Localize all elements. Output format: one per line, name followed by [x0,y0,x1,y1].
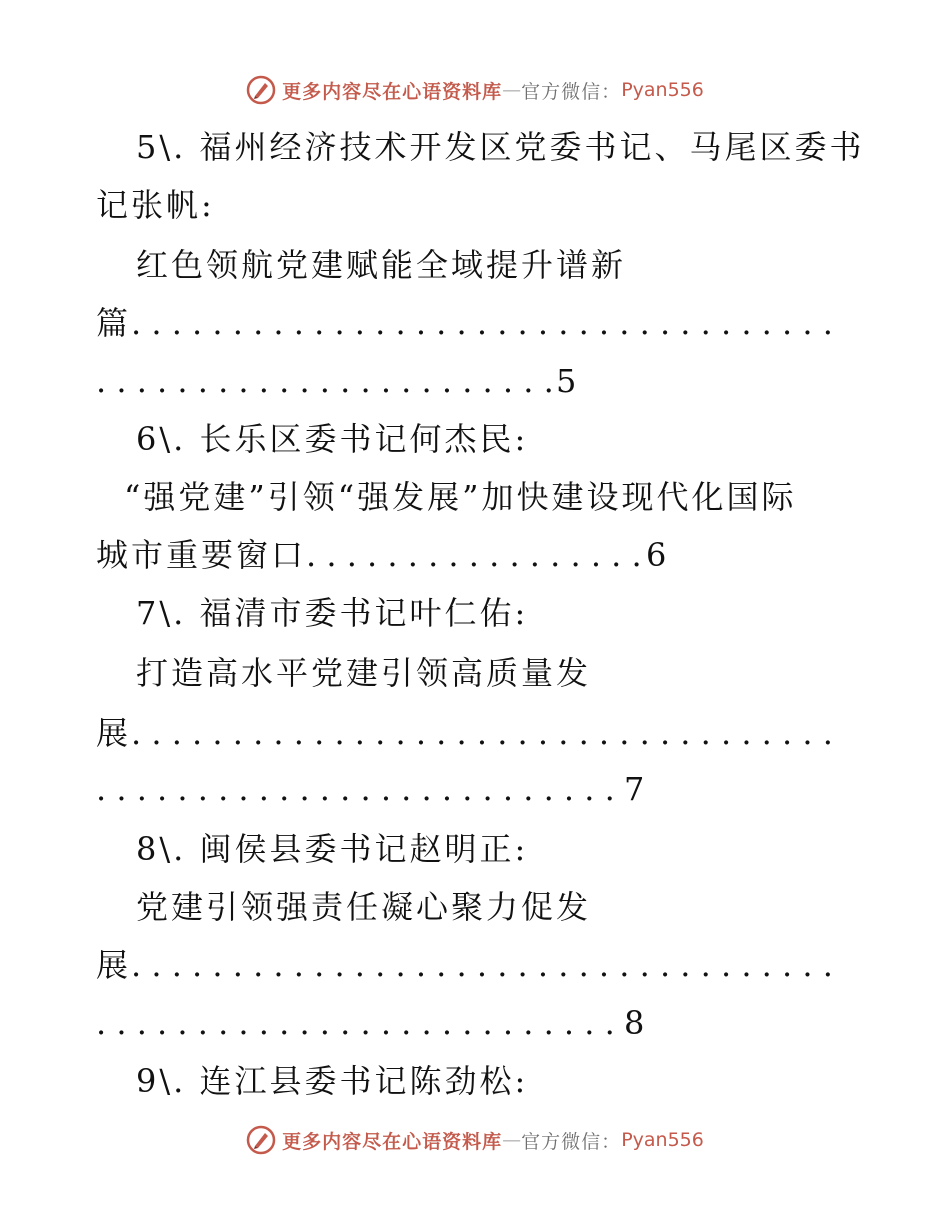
toc-leader [306,530,646,580]
toc-title-5-end: 篇 [96,304,132,342]
toc-title-8: 党建引领强责任凝心聚力促发 [136,888,592,926]
toc-leader [131,298,845,348]
toc-leader [131,708,845,758]
toc-title-8-end: 展 [96,946,132,984]
toc-title-5: 红色领航党建赋能全域提升谱新 [136,246,627,284]
toc-title-6-end: 城市重要窗口 [96,536,307,574]
toc-title-7-cont [96,708,845,758]
toc-heading-8: 8\. 闽侯县委书记赵明正: [136,830,529,868]
toc-leader [131,940,845,990]
toc-title-7-end: 展 [96,714,132,752]
toc-page-7: 7 [624,770,645,808]
toc-leader-row-7 [96,764,644,814]
banner-wechat-label: 官方微信： [521,1130,622,1153]
toc-heading-9: 9\. 连江县委书记陈劲松: [136,1062,529,1100]
toc-title-6-cont [96,530,666,580]
toc-title-7: 打造高水平党建引领高质量发 [136,654,592,692]
toc-leader-row-8 [96,998,644,1048]
banner-wechat-label: 官方微信： [521,80,622,103]
banner-wechat-id: Pyan556 [621,79,704,101]
toc-heading-5-cont: 记张帆: [96,186,215,224]
toc-title-6: “强党建”引领“强发展”加快建设现代化国际 [124,478,797,516]
banner-separator: — [502,79,522,101]
toc-title-8-cont [96,940,845,990]
toc-page-6: 6 [646,536,667,574]
toc-leader [96,356,556,406]
header-banner [0,68,950,112]
banner-title: 更多内容尽在心语资料库 [282,1130,503,1153]
banner-separator: — [502,1129,522,1151]
toc-title-5-cont [96,298,845,348]
toc-leader [96,764,624,814]
toc-leader-row-5 [96,356,576,406]
banner-title: 更多内容尽在心语资料库 [282,80,503,103]
toc-page-5: 5 [556,362,577,400]
footer-banner [0,1118,950,1162]
toc-heading-7: 7\. 福清市委书记叶仁佑: [136,594,529,632]
toc-leader [96,998,624,1048]
toc-heading-6: 6\. 长乐区委书记何杰民: [136,420,529,458]
logo-seal-icon [246,75,276,105]
banner-wechat-id: Pyan556 [621,1129,704,1151]
toc-page-8: 8 [624,1004,645,1042]
toc-heading-5: 5\. 福州经济技术开发区党委书记、马尾区委书 [136,128,865,166]
logo-seal-icon [246,1125,276,1155]
